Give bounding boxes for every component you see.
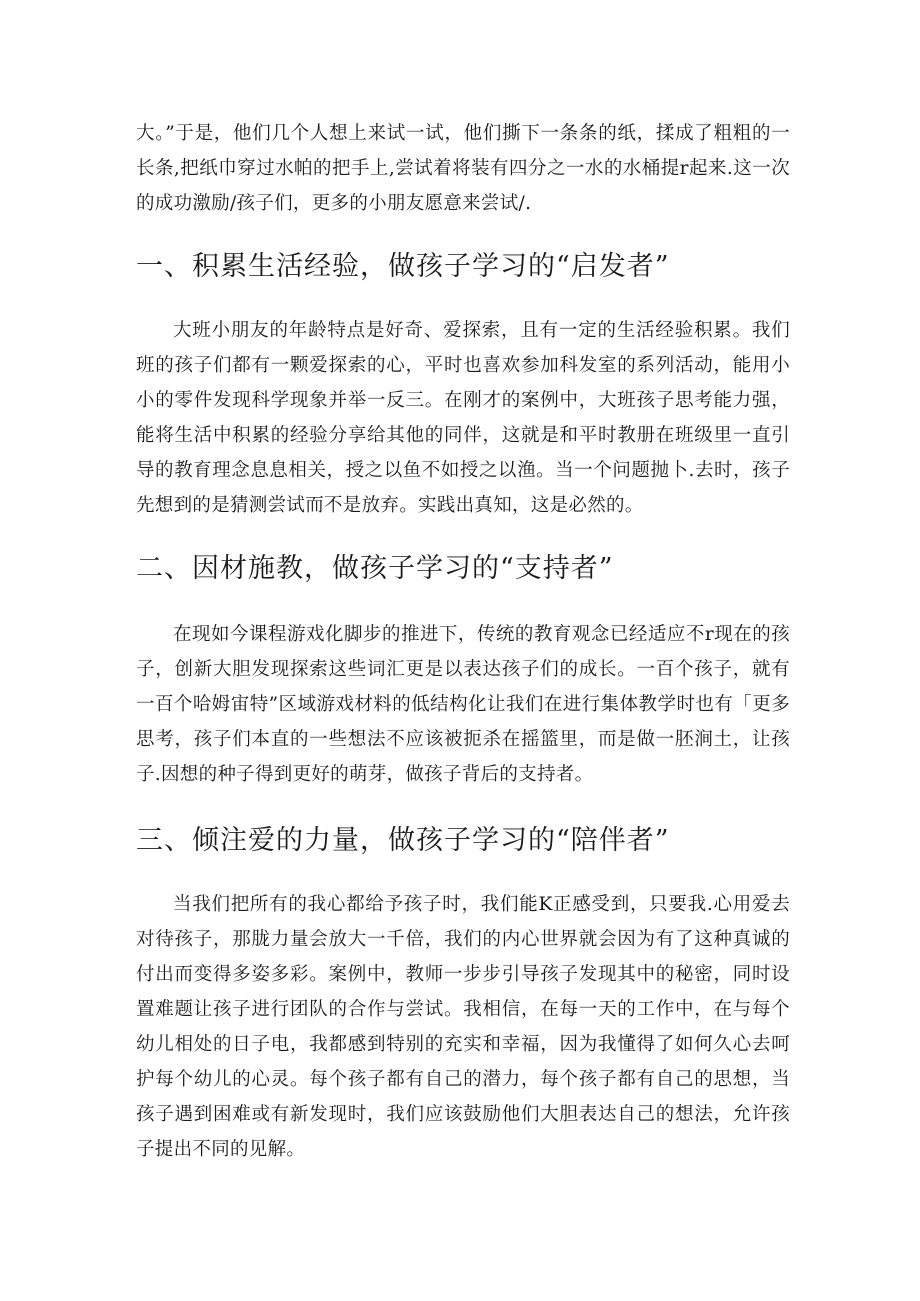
section-heading-2: 二、因材施教，做孩子学习的“支持者” <box>136 553 614 584</box>
section-body-2: 在现如今课程游戏化脚步的推进下，传统的教育观念已经适应不r现在的孩子，创新大胆发现探索这些词汇更是以表达孩子们的成长。一百个孩子，就有一百个哈姆宙特”区域游戏材料的低结构化让我们在进行集体教学时也有「更多思考，孩子们本直的一些想法不应该被扼杀在摇篮里，而是做一胚涧土，让孩子.因想的种子得到更好的萌芽，做孩子背后的支持者。 <box>136 624 790 785</box>
intro-paragraph: 大。”于是，他们几个人想上来试一试，他们撕下一条条的纸，揉成了粗粗的一长条,把纸巾穿过水帕的把手上,尝试着将装有四分之一水的水桶提r起来.这一次的成功激励/孩子们，更多的小朋友愿意来尝试/. <box>136 123 790 214</box>
section-heading-3: 三、倾注爱的力量，做孩子学习的“陪伴者” <box>136 825 670 856</box>
section-heading-1: 一、积累生活经验，做孩子学习的“启发者” <box>136 251 670 282</box>
section-body-1: 大班小朋友的年龄特点是好奇、爱探索，且有一定的生活经验积累。我们班的孩子们都有一颗爱探索的心，平时也喜欢参加科发室的系列活动，能用小小的零件发现科学现象并举一反三。在刚才的案例中，大班孩子思考能力强，能将生活中积累的经验分享给其他的同伴，这就是和平时教册在班级里一直引导的教育理念息息相关，授之以鱼不如授之以渔。当一个问题抛卜.去时，孩子先想到的是猜测尝试而不是放弃。实践出真知，这是必然的。 <box>136 320 790 516</box>
section-body-3: 当我们把所有的我心都给予孩子时，我们能K正感受到，只要我.心用爱去对待孩子，那胧力量会放大一千倍，我们的内心世界就会因为有了这种真诚的付出而变得多姿多彩。案例中，教师一步步引导孩子发现其中的秘密，同时设置难题让孩子进行团队的合作与尝试。我相信，在每一天的工作中，在与每个幼儿相处的日子电，我都感到特别的充实和幸福，因为我懂得了如何久心去呵护每个幼儿的心灵。每个孩子都有自己的潜力，每个孩子都有自己的思想，当孩子遇到困难或有新发现时，我们应该鼓励他们大胆表达自己的想法，允许孩子提出不同的见解。 <box>136 894 790 1160</box>
